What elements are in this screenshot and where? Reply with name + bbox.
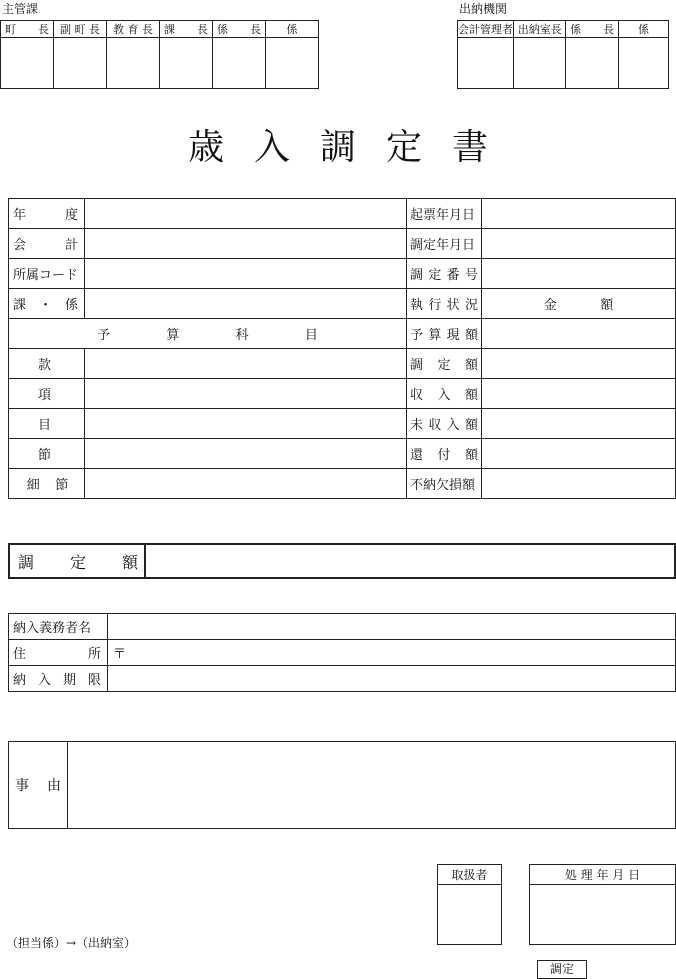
row-label-left: 目	[9, 409, 85, 439]
row-label-right: 還 付 額	[407, 439, 482, 469]
row-label-left: 項	[9, 379, 85, 409]
row-field-right[interactable]	[482, 319, 676, 349]
row-field-right[interactable]	[482, 379, 676, 409]
row-label-right: 起票年月日	[407, 199, 482, 229]
row-field-right[interactable]	[482, 349, 676, 379]
reason-label: 事 由	[15, 778, 61, 794]
budget-row	[9, 199, 676, 229]
seal-left-seal-box-1[interactable]	[54, 38, 107, 89]
payer-name-field[interactable]	[108, 614, 676, 640]
seal-left-role-5: 係	[266, 21, 319, 38]
handler-table	[437, 864, 502, 945]
payer-table	[8, 613, 676, 692]
payer-name-label: 納入義務者名	[13, 621, 92, 636]
deadline-label: 納 入 期 限	[13, 673, 101, 688]
budget-subject-header: 予 算 科 目	[9, 319, 407, 349]
seal-right-role-3: 係	[618, 21, 668, 38]
seal-left-seal-box-3[interactable]	[160, 38, 213, 89]
row-label-left: 細 節	[9, 469, 85, 499]
seal-left-role-1: 副 町 長	[54, 21, 107, 38]
seal-right-seal-box-1[interactable]	[514, 38, 566, 89]
seal-left-seal-box-5[interactable]	[266, 38, 319, 89]
row-label-right: 収 入 額	[407, 379, 482, 409]
row-field-left[interactable]	[85, 229, 407, 259]
row-label-left: 款	[9, 349, 85, 379]
process-date-label: 処 理 年 月 日	[530, 865, 676, 885]
deadline-field[interactable]	[108, 666, 676, 692]
row-field-right[interactable]	[482, 439, 676, 469]
row-label-right: 執 行 状 況	[407, 289, 482, 319]
row-label-right: 調 定 番 号	[407, 259, 482, 289]
address-field[interactable]	[108, 640, 676, 666]
row-label-right: 予 算 現 額	[407, 319, 482, 349]
seal-right-role-2: 係 長	[566, 21, 618, 38]
row-label-right: 調定年月日	[407, 229, 482, 259]
budget-row	[9, 379, 676, 409]
amount-table	[8, 543, 676, 579]
budget-row	[9, 349, 676, 379]
seal-left-role-2: 教 育 長	[107, 21, 160, 38]
row-label-right: 不納欠損額	[407, 469, 482, 499]
budget-row	[9, 259, 676, 289]
row-field-left[interactable]	[85, 289, 407, 319]
title-char: 定	[386, 127, 423, 168]
section-label-suitou: 出納機関	[459, 2, 508, 16]
seal-left-role-4: 係 長	[213, 21, 266, 38]
row-field-left[interactable]	[85, 259, 407, 289]
budget-table	[8, 198, 676, 499]
row-field-left[interactable]	[85, 409, 407, 439]
route-text: （担当係）→（出納室）	[6, 936, 137, 950]
address-label: 住 所	[13, 647, 101, 662]
seal-left-seal-box-2[interactable]	[107, 38, 160, 89]
approval-seal-table-right	[457, 20, 669, 89]
amount-label-cell	[9, 544, 145, 578]
row-field-left[interactable]	[85, 199, 407, 229]
row-label-left: 年 度	[9, 199, 85, 229]
budget-row	[9, 229, 676, 259]
address-label-cell	[9, 640, 108, 666]
row-field-right: 金 額	[482, 289, 676, 319]
row-field-left[interactable]	[85, 439, 407, 469]
reason-field[interactable]	[68, 742, 676, 829]
seal-right-role-1: 出納室長	[514, 21, 566, 38]
row-field-right[interactable]	[482, 259, 676, 289]
process-date-field[interactable]	[530, 885, 676, 945]
row-label-left: 節	[9, 439, 85, 469]
deadline-label-cell	[9, 666, 108, 692]
budget-row	[9, 469, 676, 499]
amount-value-field[interactable]	[145, 544, 675, 578]
budget-row	[9, 319, 676, 349]
budget-row	[9, 409, 676, 439]
title-char: 調	[319, 127, 356, 168]
approval-seal-table-left	[0, 20, 319, 89]
seal-left-seal-box-0[interactable]	[1, 38, 54, 89]
budget-row	[9, 439, 676, 469]
row-field-left[interactable]	[85, 469, 407, 499]
section-label-shukanka: 主管課	[2, 2, 39, 16]
seal-right-seal-box-2[interactable]	[566, 38, 618, 89]
title-char: 歳	[187, 127, 224, 168]
title-char: 書	[452, 127, 489, 168]
stamp-label: 調定	[537, 960, 587, 979]
row-field-left[interactable]	[85, 379, 407, 409]
row-field-right[interactable]	[482, 409, 676, 439]
row-label-right: 調 定 額	[407, 349, 482, 379]
seal-right-seal-box-3[interactable]	[618, 38, 668, 89]
postal-mark: 〒	[113, 647, 127, 662]
handler-label: 取扱者	[438, 865, 502, 885]
amount-label: 調 定 額	[18, 552, 138, 572]
budget-row	[9, 289, 676, 319]
row-label-left: 会 計	[9, 229, 85, 259]
process-date-table	[529, 864, 676, 945]
payer-name-label-cell	[9, 614, 108, 640]
row-label-right: 未 収 入 額	[407, 409, 482, 439]
seal-left-role-3: 課 長	[160, 21, 213, 38]
seal-right-seal-box-0[interactable]	[458, 38, 514, 89]
document-title	[0, 126, 676, 170]
title-char: 入	[253, 127, 290, 168]
row-field-right[interactable]	[482, 199, 676, 229]
row-label-left: 所属コード	[9, 259, 85, 289]
seal-left-seal-box-4[interactable]	[213, 38, 266, 89]
handler-seal-box[interactable]	[438, 885, 502, 945]
seal-left-role-0: 町 長	[1, 21, 54, 38]
row-field-left[interactable]	[85, 349, 407, 379]
reason-table	[8, 741, 676, 829]
row-label-left: 課 ・ 係	[9, 289, 85, 319]
row-field-right[interactable]	[482, 229, 676, 259]
seal-right-role-0: 会計管理者	[458, 21, 514, 38]
row-field-right[interactable]	[482, 469, 676, 499]
reason-label-cell	[9, 742, 68, 829]
